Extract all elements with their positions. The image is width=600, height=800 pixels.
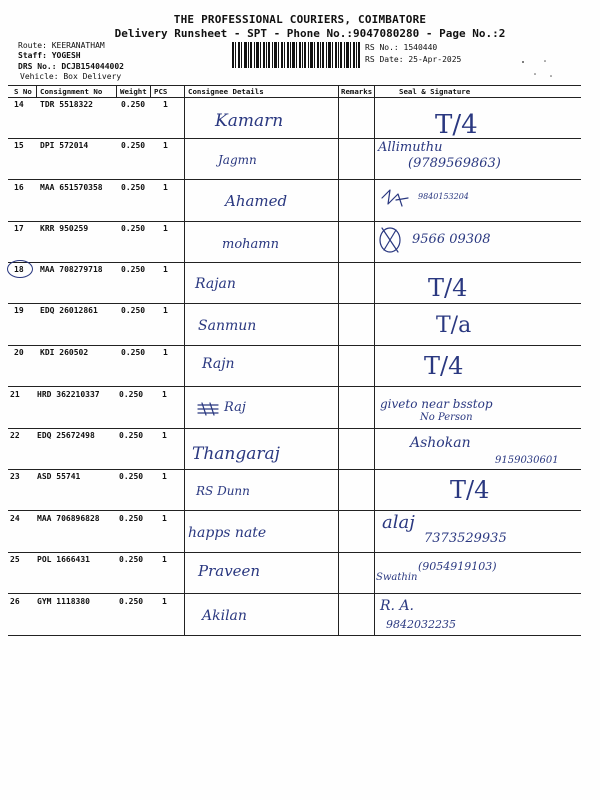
row-23-sno: 23 (10, 472, 20, 481)
row-18-seal-handwriting: T/4 (428, 274, 468, 302)
row-20-consignment: KDI 260502 (40, 348, 89, 357)
row-20-consignee-handwriting: Rajn (202, 356, 235, 372)
row-22-phone-handwriting: 9159030601 (495, 455, 559, 466)
row-24-sno: 24 (10, 514, 20, 523)
row-14-weight: 0.250 (121, 100, 146, 109)
drs-label: DRS No.: DCJB154044002 (18, 62, 124, 71)
row-rule (8, 469, 581, 470)
row-16-signature (378, 186, 418, 216)
row-19-consignee-handwriting: Sanmun (198, 318, 257, 334)
row-26-consignee-handwriting: Akilan (202, 608, 247, 624)
row-14-sno: 14 (14, 100, 24, 109)
row-rule (8, 179, 581, 180)
table-bottom-rule (8, 635, 581, 636)
row-21-seal-handwriting: giveto near bsstop (380, 397, 493, 411)
col-header-weight: Weight (120, 87, 147, 96)
row-14-consignee-handwriting: Kamarn (215, 111, 284, 131)
table-top-rule (8, 85, 581, 86)
row-15-weight: 0.250 (121, 141, 146, 150)
row-21-consignment: HRD 362210337 (37, 390, 100, 399)
row-21-phone-handwriting: No Person (420, 412, 473, 423)
row-18-consignee-handwriting: Rajan (195, 276, 236, 292)
col-rule (36, 85, 37, 97)
row-22-seal-handwriting: Ashokan (410, 435, 471, 451)
row-25-phone-handwriting: (9054919103) (418, 560, 497, 573)
row-26-seal-handwriting: R. A. (380, 598, 415, 614)
row-rule (8, 386, 581, 387)
row-23-seal-handwriting: T/4 (450, 476, 490, 504)
row-24-pcs: 1 (162, 514, 167, 523)
row-17-weight: 0.250 (121, 224, 146, 233)
col-header-seal: Seal & Signature (399, 87, 471, 96)
row-18-pcs: 1 (163, 265, 168, 274)
row-rule (8, 262, 581, 263)
row-22-weight: 0.250 (119, 431, 144, 440)
row-19-consignment: EDQ 26012861 (40, 306, 98, 315)
barcode-icon (232, 42, 360, 68)
route-label: Route: KEERANATHAM (18, 41, 105, 50)
scan-specks (515, 58, 555, 82)
row-18-sno: 18 (14, 265, 24, 274)
row-17-consignment: KRR 950259 (40, 224, 89, 233)
row-19-weight: 0.250 (121, 306, 146, 315)
row-21-pcs: 1 (162, 390, 167, 399)
row-15-seal-handwriting: Allimuthu (378, 140, 443, 155)
row-23-consignee-handwriting: RS Dunn (196, 484, 250, 498)
row-rule (8, 303, 581, 304)
row-23-pcs: 1 (162, 472, 167, 481)
row-24-seal-handwriting: alaj (382, 512, 415, 533)
row-15-pcs: 1 (163, 141, 168, 150)
row-21-scribble (196, 402, 222, 416)
row-17-signature (376, 224, 412, 258)
row-25-consignee-handwriting: Praveen (198, 562, 261, 580)
row-24-consignee-handwriting: happs nate (188, 525, 267, 541)
row-20-seal-handwriting: T/4 (424, 352, 464, 380)
vehicle-label: Vehicle: Box Delivery (20, 72, 122, 81)
row-25-sno: 25 (10, 555, 20, 564)
row-16-consignee-handwriting: Ahamed (225, 192, 288, 210)
row-21-sno: 21 (10, 390, 20, 399)
row-25-weight: 0.250 (119, 555, 144, 564)
row-21-consignee-handwriting: Raj (224, 400, 246, 415)
rs-date-label: RS Date: 25-Apr-2025 (365, 55, 462, 64)
row-21-weight: 0.250 (119, 390, 144, 399)
runsheet-subtitle: Delivery Runsheet - SPT - Phone No.:9047080280 - Page No.:2 (114, 27, 506, 40)
row-20-sno: 20 (14, 348, 24, 357)
row-24-weight: 0.250 (119, 514, 144, 523)
row-rule (8, 593, 581, 594)
row-16-phone-handwriting: 9840153204 (418, 192, 469, 201)
row-18-consignment: MAA 708279718 (40, 265, 103, 274)
row-14-consignment: TDR 5518322 (40, 100, 93, 109)
row-14-pcs: 1 (163, 100, 168, 109)
row-19-seal-handwriting: T/a (436, 313, 472, 338)
col-header-remarks: Remarks (341, 87, 373, 96)
row-26-consignment: GYM 1118380 (37, 597, 90, 606)
row-26-sno: 26 (10, 597, 20, 606)
row-23-consignment: ASD 55741 (37, 472, 81, 481)
row-20-weight: 0.250 (121, 348, 146, 357)
row-24-consignment: MAA 706896828 (37, 514, 100, 523)
company-title: THE PROFESSIONAL COURIERS, COIMBATORE (173, 13, 427, 26)
row-24-phone-handwriting: 7373529935 (424, 531, 507, 546)
row-23-weight: 0.250 (119, 472, 144, 481)
row-17-sno: 17 (14, 224, 24, 233)
row-16-pcs: 1 (163, 183, 168, 192)
row-19-sno: 19 (14, 306, 24, 315)
row-17-consignee-handwriting: mohamn (222, 237, 279, 252)
row-rule (8, 221, 581, 222)
staff-label: Staff: YOGESH (18, 51, 81, 60)
row-19-pcs: 1 (163, 306, 168, 315)
row-25-pcs: 1 (162, 555, 167, 564)
col-rule (150, 85, 151, 97)
row-15-sno: 15 (14, 141, 24, 150)
row-22-pcs: 1 (162, 431, 167, 440)
col-header-pcs: PCS (154, 87, 168, 96)
row-rule (8, 138, 581, 139)
col-header-sno: S No (14, 87, 32, 96)
row-22-sno: 22 (10, 431, 20, 440)
row-26-pcs: 1 (162, 597, 167, 606)
row-25-consignment: POL 1666431 (37, 555, 90, 564)
row-17-pcs: 1 (163, 224, 168, 233)
row-22-consignee-handwriting: Thangaraj (192, 444, 280, 464)
col-header-consignee: Consignee Details (188, 87, 264, 96)
row-26-weight: 0.250 (119, 597, 144, 606)
rs-no-label: RS No.: 1540440 (365, 43, 438, 52)
row-14-seal-handwriting: T/4 (435, 110, 478, 140)
row-15-consignee-handwriting: Jagmn (218, 153, 257, 167)
row-rule (8, 552, 581, 553)
row-22-consignment: EDQ 25672498 (37, 431, 95, 440)
row-26-phone-handwriting: 9842032235 (386, 618, 456, 631)
row-25-seal-handwriting: Swathin (376, 572, 418, 583)
row-15-phone-handwriting: (9789569863) (408, 156, 501, 171)
row-rule (8, 345, 581, 346)
row-16-weight: 0.250 (121, 183, 146, 192)
row-rule (8, 510, 581, 511)
row-18-weight: 0.250 (121, 265, 146, 274)
row-17-phone-handwriting: 9566 09308 (412, 232, 491, 247)
row-rule (8, 428, 581, 429)
row-16-sno: 16 (14, 183, 24, 192)
row-20-pcs: 1 (163, 348, 168, 357)
col-header-consignment: Consignment No (40, 87, 103, 96)
header-bottom-rule (8, 97, 581, 98)
col-rule (116, 85, 117, 97)
row-15-consignment: DPI 572014 (40, 141, 89, 150)
row-16-consignment: MAA 651570358 (40, 183, 103, 192)
